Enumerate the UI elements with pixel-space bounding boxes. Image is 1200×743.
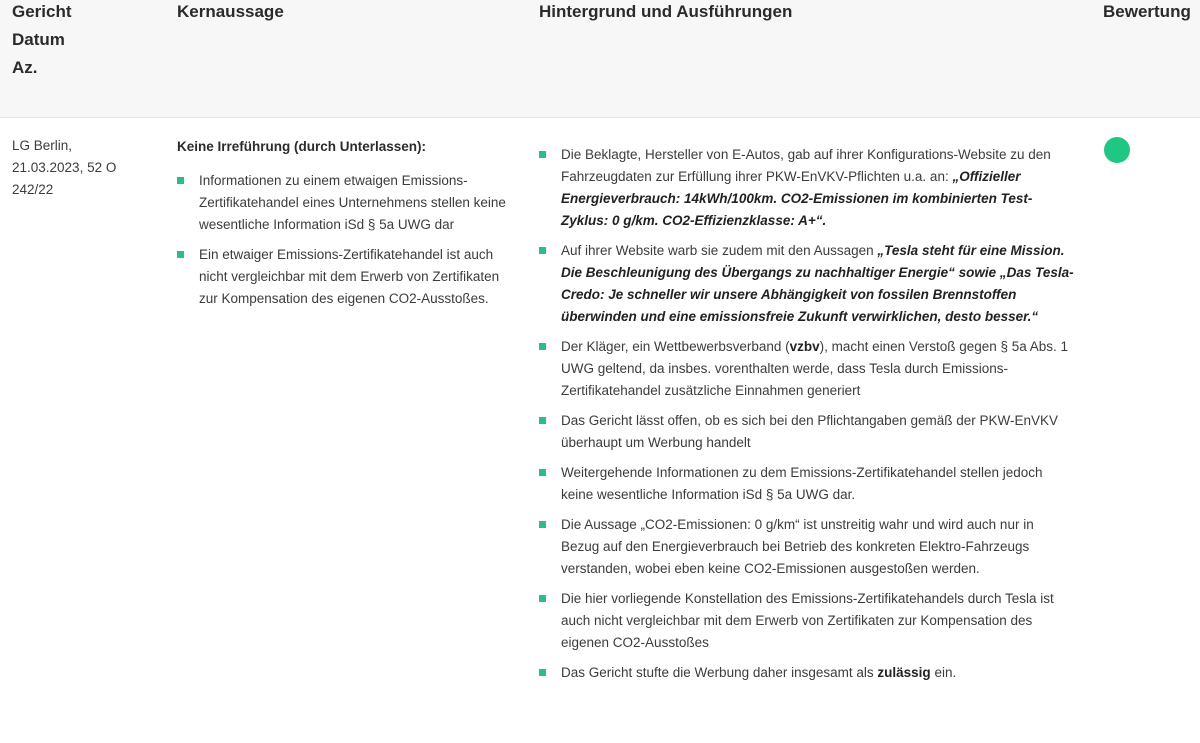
bg-quote: „Tesla steht für eine Mission. Die Beschleunigung des Übergangs zu nachhaltiger Energie“ sowie „Das Tesla-Credo: Je schneller wir unsere Abhängigkeit von fossilen Brennstoffen überwinden und eine emissionsfreie Zukunft verwirklichen, desto besser.“ (561, 243, 1074, 324)
list-item (539, 662, 1074, 684)
header-court: Gericht (12, 2, 72, 21)
list-item: Die Aussage „CO2-Emissionen: 0 g/km“ ist unstreitig wahr und wird auch nur in Bezug auf den Energieverbrauch bei Betrieb des konkreten Elektro-Fahrzeugs verstanden, wobei eben keine CO2-Emissionen ausgestoßen werden. (539, 514, 1074, 580)
list-item: Die hier vorliegende Konstellation des Emissions-Zertifikatehandels durch Tesla ist auch nicht vergleichbar mit dem Erwerb von Zertifikaten zur Kompensation des eigenen CO2-Ausstoßes (539, 588, 1074, 654)
court-cell (12, 135, 162, 201)
header-bewertung: Bewertung (1103, 2, 1191, 21)
list-item: Das Gericht lässt offen, ob es sich bei den Pflichtangaben gemäß der PKW-EnVKV überhaupt um Werbung handelt (539, 410, 1074, 454)
court-date: 21.03.2023, 52 O (12, 160, 117, 175)
list-item (539, 336, 1074, 402)
list-item: Ein etwaiger Emissions-Zertifikatehandel ist auch nicht vergleichbar mit dem Erwerb von Zertifikaten zur Kompensation des eigenen CO2-Ausstoßes. (177, 244, 507, 310)
kern-list (177, 170, 507, 310)
bg-bold: vzbv (789, 339, 820, 354)
bg-text: Die Beklagte, Hersteller von E-Autos, gab auf ihrer Konfigurations-Website zu den Fahrzeugdaten zur Erfüllung ihrer PKW-EnVKV-Pflichten u.a. an: (561, 147, 1051, 184)
header-ref: Az. (12, 58, 38, 77)
list-item (539, 144, 1074, 232)
kernaussage-cell (177, 136, 507, 318)
bg-text: ein. (930, 665, 957, 680)
bg-quote: „Offizieller Energieverbrauch: 14kWh/100km. CO2-Emissionen im kombinierten Test-Zyklus: 0 g/km. CO2-Effizienzklasse: A+“. (561, 169, 1033, 228)
header-court-date-ref (12, 0, 72, 82)
bg-bold: zulässig (877, 665, 931, 680)
table-header (0, 0, 1200, 118)
list-item: Informationen zu einem etwaigen Emissions-Zertifikatehandel eines Unternehmens stellen keine wesentliche Information iSd § 5a UWG dar (177, 170, 507, 236)
hintergrund-cell (539, 144, 1074, 692)
rating-status-dot (1104, 137, 1130, 163)
header-hintergrund: Hintergrund und Ausführungen (539, 2, 793, 21)
header-kernaussage: Kernaussage (177, 2, 284, 21)
court-name: LG Berlin, (12, 138, 73, 153)
list-item (539, 240, 1074, 328)
header-date: Datum (12, 30, 65, 49)
bg-text: ), macht einen Verstoß gegen § 5a Abs. 1 UWG geltend, da insbes. vorenthalten werde, dass Tesla durch Emissions-Zertifikatehandel zusätzliche Einnahmen generiert (561, 339, 1069, 398)
bg-text: Auf ihrer Website warb sie zudem mit den Aussagen (561, 243, 874, 258)
bg-text: Der Kläger, ein Wettbewerbsverband ( (561, 339, 790, 354)
bg-text: Das Gericht stufte die Werbung daher insgesamt als (561, 665, 878, 680)
court-ref: 242/22 (12, 182, 54, 197)
background-list (539, 144, 1074, 684)
kern-title: Keine Irreführung (durch Unterlassen): (177, 139, 427, 154)
list-item: Weitergehende Informationen zu dem Emissions-Zertifikatehandel stellen jedoch keine wesentliche Information iSd § 5a UWG dar. (539, 462, 1074, 506)
